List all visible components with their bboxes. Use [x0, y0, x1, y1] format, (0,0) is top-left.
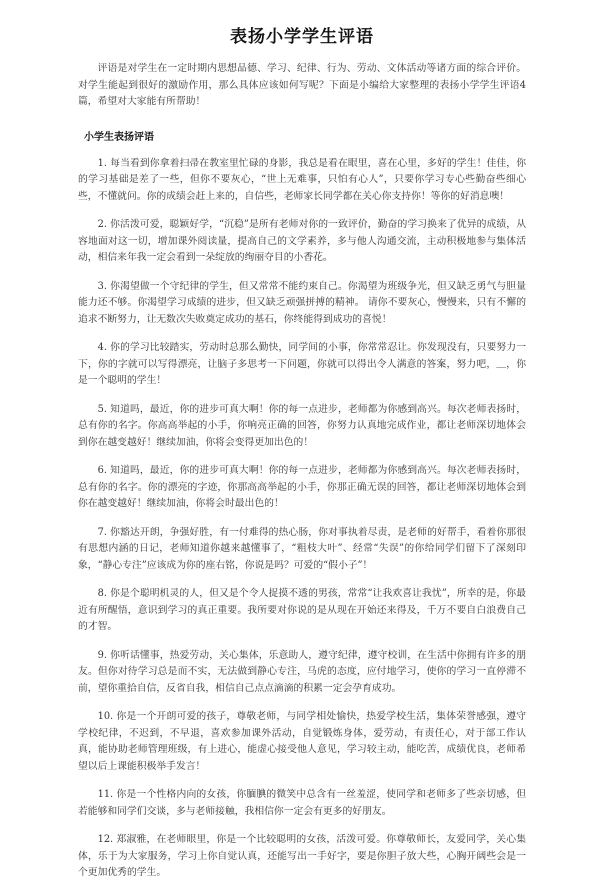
- comment-text: 你活泼可爱，聪颖好学，“沉稳”是所有老师对你的一致评价，勤奋的学习换来了优异的成绩，从容地面对这一切，增加课外阅读量，提高自己的文学素养，多与他人沟通交流，主动积极地参与集体活动，相信来年我一定会看到一朵绽放的绚丽夺目的小香花。: [78, 219, 526, 263]
- comment-text: 你渴望做一个守纪律的学生，但又常常不能约束自己。你渴望为班级争光，但又缺乏勇气与胆量能力还不够。你渴望学习成绩的进步，但又缺乏顽强拼搏的精神。 请你不要灰心，慢慢来，只有不懈的追求不断努力，让无数次失败奠定成功的基石，你终能得到成功的喜悦！: [78, 280, 526, 325]
- comment-number: 6.: [97, 465, 107, 476]
- comment-text: 你是个聪明机灵的人，但又是个令人捉摸不透的男孩，常常“让我欢喜让我忧”，所幸的是，你最近有所醒悟，意识到学习的真正重要。我所要对你说的是从现在开始还来得及，千万不要自白浪费自己的才智。: [78, 588, 526, 632]
- comment-paragraph: [78, 217, 526, 267]
- comment-number: 1.: [97, 157, 107, 169]
- comment-number: 11.: [97, 789, 114, 800]
- comment-number: 9.: [97, 649, 107, 661]
- comment-number: 2.: [97, 219, 107, 230]
- comment-text: 你听话懂事，热爱劳动，关心集体，乐意助人，遵守纪律，遵守校训，在生活中你拥有许多的朋友。但你对待学习总是而不实，无法做到静心专注，马虎的态度，应付地学习，使你的学习一直停滞不前，望你重拾自信，反省自我，相信自己点点滴滴的积累一定会孕育成功。: [78, 649, 526, 694]
- comment-number: 8.: [97, 588, 107, 599]
- comment-paragraph: [78, 156, 526, 206]
- comment-text: 你是一个性格内向的女孩，你腼腆的微笑中总含有一丝羞涩，使同学和老师多了些亲切感，但若能够和同学们交谈，多与老师接触，我相信你一定会有更多的好朋友。: [78, 789, 526, 817]
- comment-number: 7.: [97, 526, 107, 538]
- comment-text: 你豁达开朗，争强好胜，有一付难得的热心肠，你对事执着尽责，是老师的好帮手，看着你那很有思想内涵的日记，老师知道你越来越懂事了，“粗枝大叶”、经常“失误”的你给同学们留下了深刻印象，“静心专注”应该成为你的座右铭，你说是吗？可爱的“假小子”！: [78, 526, 526, 571]
- comment-text: 每当看到你拿着扫帚在教室里忙碌的身影，我总是看在眼里，喜在心里，多好的学生！佳佳，你的学习基础是差了一些，但你不要灰心，“世上无难事，只怕有心人”，只要你学习专心些勤奋些细心些，不懂就问。你的成绩会赶上来的，自信些，老师家长同学都在关心你支持你！等你的好消息噢！: [78, 157, 526, 202]
- comment-paragraph: [78, 709, 526, 775]
- comment-number: 10.: [97, 711, 114, 722]
- comment-text: 知道吗，最近，你的进步可真大啊！你的每一点进步，老师都为你感到高兴。每次老师表扬时，总有你的名字。你的漂亮的字迹，你那高高举起的小手，你那正确无误的回答，都让老师深切地体会到你在越变越好！继续加油，你将会时最出色的！: [78, 465, 526, 509]
- comment-paragraph: [78, 340, 526, 390]
- comment-number: 12.: [97, 834, 114, 845]
- comment-paragraph: [78, 586, 526, 636]
- comment-text: 你是一个开朗可爱的孩子，尊敬老师，与同学相处愉快，热爱学校生活，集体荣誉感强，遵守学校纪律，不迟到，不早退，喜欢参加课外活动，自觉锻炼身体，爱劳动，有责任心，对于部工作认真，能协助老师管理班级，有上进心，能虚心接受他人意见，学习较主动，能吃苦，成绩优良，老师希望以后上课能积极举手发言！: [78, 711, 526, 772]
- section-heading: 小学生表扬评语: [84, 131, 154, 143]
- comment-paragraph: [78, 525, 526, 575]
- document-title: 表扬小学学生评语: [230, 27, 374, 47]
- comment-text: 郑淑雅，在老师眼里，你是一个比较聪明的女孩，活泼可爱。你尊敬师长，友爱同学，关心集体，乐于为大家服务，学习上你自觉认真，还能写出一手好字，要是你胆子放大些，心胸开阔些会是一个更加优秀的学生。: [78, 834, 526, 878]
- comment-paragraph: [78, 279, 526, 329]
- comment-paragraph: [78, 787, 526, 820]
- intro-paragraph: 评语是对学生在一定时期内思想品德、学习、纪律、行为、劳动、文体活动等诸方面的综合评价。对学生能起到很好的激励作用，那么具体应该如何写呢？下面是小编给大家整理的表扬小学学生评语4篇，希望对大家能有所帮助！: [78, 63, 526, 107]
- comment-paragraph: [78, 832, 526, 882]
- comment-number: 4.: [97, 342, 107, 353]
- comment-list: [78, 156, 526, 882]
- comment-text: 知道吗，最近，你的进步可真大啊！你的每一点进步，老师都为你感到高兴。每次老师表扬时，总有你的名字。你高高举起的小手，你响亮正确的回答，你努力认真地完成作业，都让老师深切地体会到你在越变越好！继续加油，你将会变得更加出色的！: [78, 403, 526, 448]
- comment-paragraph: [78, 648, 526, 698]
- comment-paragraph: [78, 402, 526, 452]
- comment-paragraph: [78, 463, 526, 513]
- comment-number: 3.: [97, 280, 107, 292]
- comment-text: 你的学习比较踏实，劳动时总那么勤快，同学间的小事，你常常忍让。你发现没有，只要努力一下，你的字就可以写得漂亮，让脑子多思考一下问题，你就可以得出令人满意的答案，努力吧，＿，你是一个聪明的学生！: [78, 342, 526, 386]
- comment-number: 5.: [97, 403, 107, 415]
